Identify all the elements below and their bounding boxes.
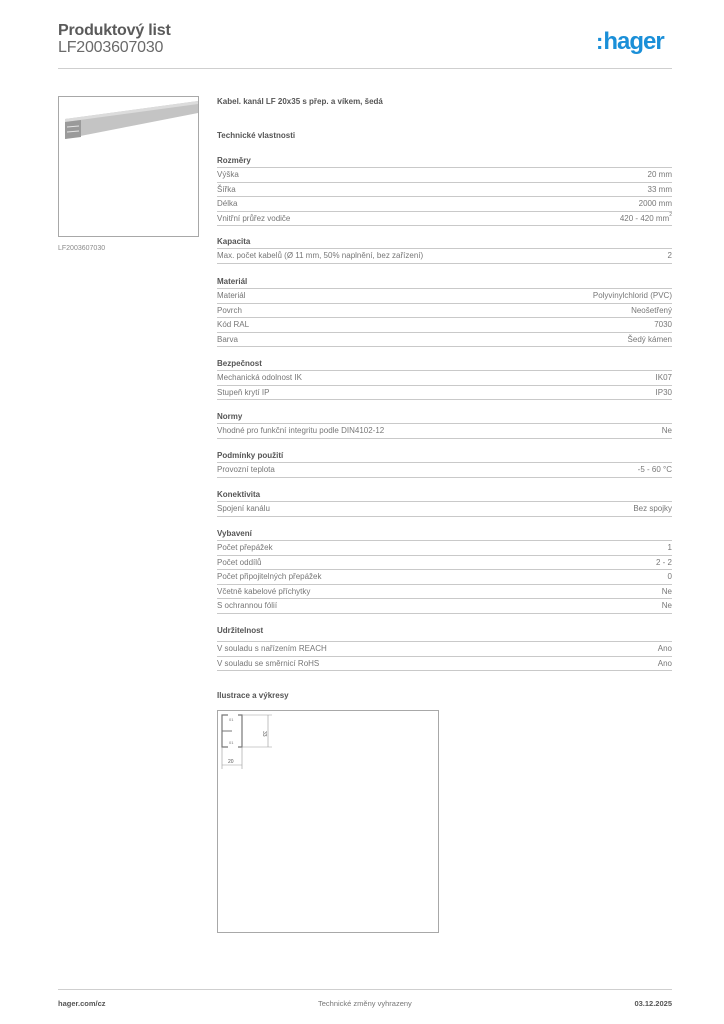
table-row: Max. počet kabelů (Ø 11 mm, 50% naplnění, bez zařízení) 2 xyxy=(217,249,672,264)
section-dimensions: Rozměry Výška 20 mm Šířka 33 mm Délka 2000 mm Vnitřní průřez vodiče 420 - 420 $mm^2$ xyxy=(217,155,672,226)
table-row: Vhodné pro funkční integritu podle DIN4102-12 Ne xyxy=(217,424,672,439)
table-row: Barva Šedý kámen xyxy=(217,333,672,348)
hager-logo: :hager xyxy=(596,28,664,55)
table-row: Kód RAL 7030 xyxy=(217,318,672,333)
table-row: Spojení kanálu Bez spojky xyxy=(217,502,672,517)
cross-section-drawing-icon xyxy=(218,711,438,932)
cable-duct-illustration-icon xyxy=(59,97,198,236)
svg-text:33: 33 xyxy=(261,731,267,737)
table-row: Mechanická odolnost IK IK07 xyxy=(217,371,672,386)
table-row: Počet oddílů 2 - 2 xyxy=(217,556,672,571)
section-safety: Bezpečnost Mechanická odolnost IK IK07 Stupeň krytí IP IP30 xyxy=(217,358,672,400)
footer-divider xyxy=(58,989,672,990)
table-row: Vnitřní průřez vodiče 420 - 420 $mm^2$ xyxy=(217,212,672,227)
table-row: V souladu s nařízením REACH Ano xyxy=(217,642,672,657)
illustrations-title: Ilustrace a výkresy xyxy=(217,691,289,700)
section-standards: Normy Vhodné pro funkční integritu podle DIN4102-12 Ne xyxy=(217,411,672,439)
website-link[interactable]: hager.com/cz xyxy=(58,999,106,1008)
product-name: Kabel. kanál LF 20x35 s přep. a víkem, šedá xyxy=(217,97,383,106)
product-image xyxy=(58,96,199,237)
table-row: Počet připojitelných přepážek 0 xyxy=(217,570,672,585)
table-row: Včetně kabelové příchytky Ne xyxy=(217,585,672,600)
section-conditions-of-use: Podmínky použití Provozní teplota -5 - 60 °C xyxy=(217,450,672,478)
section-sustainability: Udržitelnost V souladu s nařízením REACH Ano V souladu se směrnicí RoHS Ano xyxy=(217,625,672,671)
section-material: Materiál Materiál Polyvinylchlorid (PVC) Povrch Neošetřený Kód RAL 7030 Barva Šedý kámen xyxy=(217,276,672,347)
table-row: Výška 20 mm xyxy=(217,168,672,183)
table-row: Šířka 33 mm xyxy=(217,183,672,198)
page-title: Produktový list xyxy=(58,22,171,39)
footer-notice: Technické změny vyhrazeny xyxy=(318,999,412,1008)
section-capacity: Kapacita Max. počet kabelů (Ø 11 mm, 50% naplnění, bez zařízení) 2 xyxy=(217,236,672,264)
image-caption: LF2003607030 xyxy=(58,245,106,252)
table-row: Počet přepážek 1 xyxy=(217,541,672,556)
table-row: Délka 2000 mm xyxy=(217,197,672,212)
table-row: Povrch Neošetřený xyxy=(217,304,672,319)
product-code: LF2003607030 xyxy=(58,39,164,56)
svg-text:01: 01 xyxy=(229,740,234,745)
section-connectivity: Konektivita Spojení kanálu Bez spojky xyxy=(217,489,672,517)
technical-drawing xyxy=(217,710,439,933)
header-divider xyxy=(58,68,672,69)
technical-properties-title: Technické vlastnosti xyxy=(217,131,296,140)
table-row: Materiál Polyvinylchlorid (PVC) xyxy=(217,289,672,304)
table-row: V souladu se směrnicí RoHS Ano xyxy=(217,657,672,672)
svg-text:01: 01 xyxy=(229,717,234,722)
svg-text:20: 20 xyxy=(228,759,234,765)
section-equipment: Vybavení Počet přepážek 1 Počet oddílů 2 - 2 Počet připojitelných přepážek 0 Včetně kabelové příchytky Ne S ochrannou fólií Ne xyxy=(217,528,672,614)
table-row: S ochrannou fólií Ne xyxy=(217,599,672,614)
table-row: Stupeň krytí IP IP30 xyxy=(217,386,672,401)
footer-date: 03.12.2025 xyxy=(634,999,672,1008)
table-row: Provozní teplota -5 - 60 °C xyxy=(217,463,672,478)
